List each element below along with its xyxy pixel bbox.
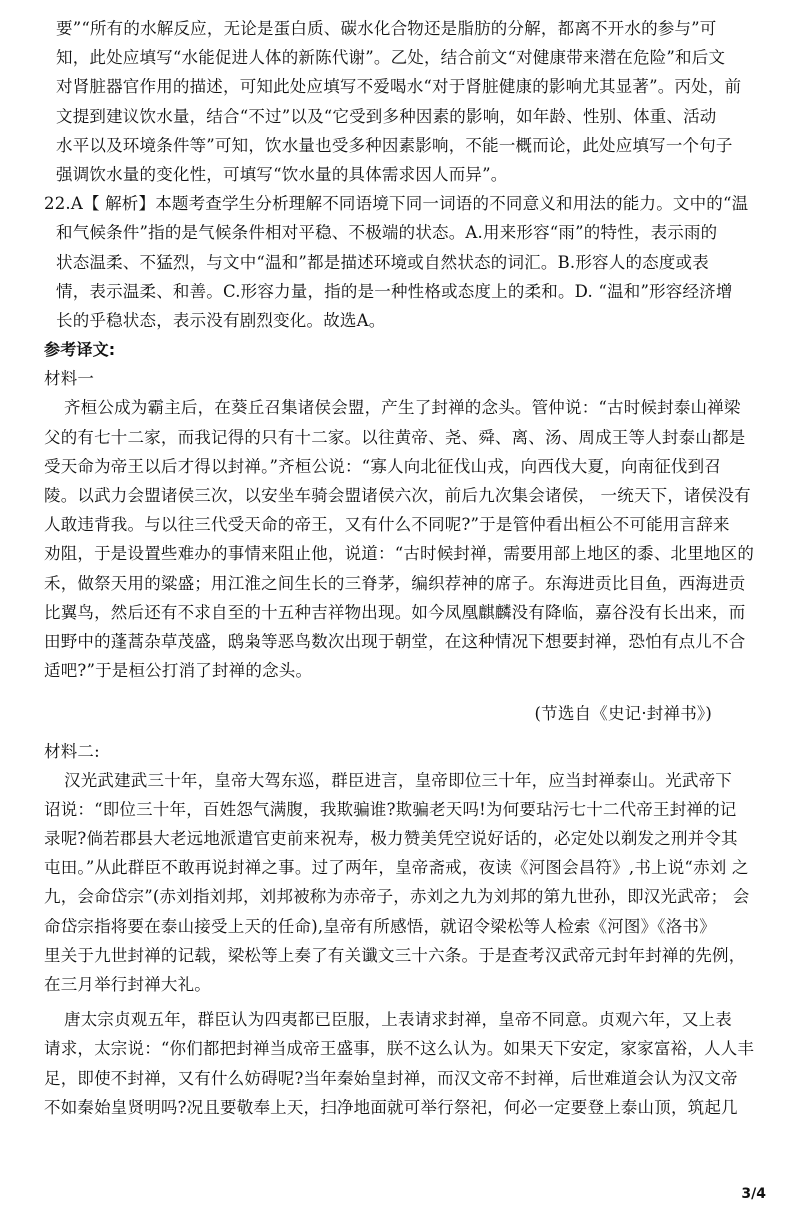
text-line: 文提到建议饮水量，结合“不过”以及“它受到多种因素的影响，如年龄、性别、体重、活动 — [56, 106, 717, 126]
text-line: 请求，太宗说：“你们都把封禅当成帝王盛事，朕不这么认为。如果天下安定，家家富裕，人人丰 — [44, 1039, 755, 1059]
text-line: 强调饮水量的变化性，可填写“饮水量的具体需求因人而异”。 — [56, 164, 508, 184]
text-line: 命岱宗指将要在泰山接受上天的任命),皇帝有所感悟，就诏令梁松等人检索《河图》《洛书》 — [44, 916, 716, 936]
text-line: 陵。以武力会盟诸侯三次，以安坐车骑会盟诸侯六次，前后九次集会诸侯， 一统天下，诸侯没有 — [44, 486, 751, 505]
text-line: 齐桓公成为霸主后，在葵丘召集诸侯会盟，产生了封禅的念头。管仲说：“古时候封泰山禅梁 — [64, 398, 741, 418]
page-content — [44, 14, 770, 1122]
text-line: 在三月举行封禅大礼。 — [44, 975, 211, 994]
text-line: 知，此处应填写“水能促进人体的新陈代谢”。乙处，结合前文“对健康带来潜在危险”和后文 — [56, 48, 726, 68]
page-number: 3/4 — [741, 1186, 766, 1202]
text-line: 九，会命岱宗”(赤刘指刘邦，刘邦被称为赤帝子，赤刘之九为刘邦的第九世孙，即汉光武帝； 会 — [44, 887, 750, 907]
text-line: 不如秦始皇贤明吗?况且要敬奉上天，扫净地面就可举行祭祀，何必一定要登上泰山顶，筑起几 — [44, 1097, 738, 1117]
text-line: 田野中的蓬蒿杂草茂盛，鸱枭等恶鸟数次出现于朝堂，在这种情况下想要封禅，恐怕有点儿不合 — [44, 631, 746, 651]
text-line: 诏说：“即位三十年，百姓怨气满腹，我欺骗谁?欺骗老天吗!为何要玷污七十二代帝王封禅的记 — [44, 799, 737, 819]
text-line: 里关于九世封禅的记载，梁松等上奏了有关谶文三十六条。于是查考汉武帝元封年封禅的先例， — [44, 945, 746, 965]
text-line: 受天命为帝王以后才得以封禅。”齐桓公说：“寡人向北征伐山戎，向西伐大夏，向南征伐到召 — [44, 456, 722, 476]
text-line: 禾，做祭天用的粱盛；用江淮之间生长的三脊茅，编织荐神的席子。东海进贡比目鱼，西海进贡 — [44, 573, 746, 593]
text-line: 状态温柔、不猛烈，与文中“温和”都是描述环境或自然状态的词汇。B.形容人的态度或表 — [56, 252, 709, 272]
text-line: 要”“所有的水解反应，无论是蛋白质、碳水化合物还是脂肪的分解，都离不开水的参与”可 — [56, 19, 717, 38]
answer-explanation-continued — [56, 14, 770, 189]
text-line: 适吧?”于是桓公打消了封禅的念头。 — [44, 661, 313, 681]
text-line: 22.A【 解析】本题考查学生分析理解不同语境下同一词语的不同意义和用法的能力。文中的“温 — [44, 194, 749, 214]
text-line: 水平以及环境条件等”可知，饮水量也受多种因素影响，不能一概而论，此处应填写一个句子 — [56, 135, 733, 155]
text-line: 足，即使不封禅，又有什么妨碍呢?当年秦始皇封禅，而汉文帝不封禅，后世难道会认为汉文帝 — [44, 1068, 738, 1088]
text-line: 汉光武建武三十年，皇帝大驾东巡，群臣进言，皇帝即位三十年，应当封禅泰山。光武帝下 — [64, 770, 732, 790]
text-line: 比翼鸟，然后还有不求自至的十五种吉祥物出现。如今凤凰麒麟没有降临，嘉谷没有长出来，而 — [44, 602, 746, 622]
material1-heading: 材料一 — [44, 369, 95, 389]
material1-text — [44, 393, 770, 685]
text-line: 屯田。”从此群臣不敢再说封禅之事。过了两年，皇帝斋戒，夜读《河图会昌符》,书上说“赤刘 之 — [44, 858, 749, 878]
text-line: 人敢违背我。与以往三代受天命的帝王，又有什么不同呢?”于是管仲看出桓公不可能用言辞来 — [44, 515, 730, 535]
text-line: 劝阻，于是设置些难办的事情来阻止他，说道：“古时候封禅，需要用部上地区的黍、北里地区的 — [44, 544, 755, 564]
text-line: 父的有七十二家，而我记得的只有十二家。以往黄帝、尧、舜、离、汤、周成王等人封泰山都是 — [44, 427, 746, 447]
text-line: 和气候条件”指的是气候条件相对平稳、不极端的状态。A.用来形容“雨”的特性，表示雨的 — [56, 223, 718, 243]
material2-heading: 材料二: — [44, 741, 100, 761]
text-line: 录呢?倘若郡县大老远地派遣官吏前来祝寿，极力赞美凭空说好话的，必定处以剃发之刑并令其 — [44, 829, 738, 849]
material2-paragraph-2 — [44, 1005, 770, 1122]
question-22-explanation — [44, 189, 770, 335]
text-line: 唐太宗贞观五年，群臣认为四夷都已臣服，上表请求封禅，皇帝不同意。贞观六年，又上表 — [64, 1010, 732, 1030]
text-line: 长的乎稳状态，表示没有剧烈变化。故选A。 — [56, 310, 386, 330]
source-citation: (节选自《史记·封禅书》) — [534, 704, 712, 724]
text-line: 情，表示温柔、和善。C.形容力量，指的是一种性格或态度上的柔和。D. “温和”形容经济增 — [56, 281, 733, 301]
translation-heading: 参考译文: — [44, 340, 116, 360]
material2-paragraph-1 — [44, 766, 770, 1000]
text-line: 对肾脏器官作用的描述，可知此处应填写不爱喝水“对于肾脏健康的影响尤其显著”。丙处，前 — [56, 77, 742, 97]
